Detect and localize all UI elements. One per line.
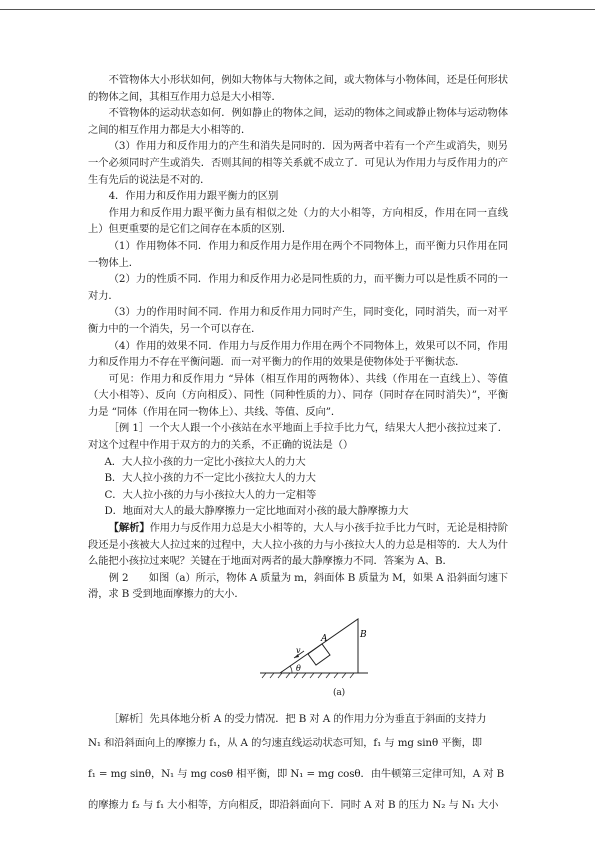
paragraph: （1）作用物体不同．作用力和反作用力是作用在两个不同物体上，而平衡力只作用在同一物体上．: [88, 239, 508, 269]
label-theta: θ: [296, 664, 301, 673]
paragraph: （3）力的作用时间不同．作用力和反作用力同时产生，同时变化，同时消失，而一对平衡力中的一个消失，另一个可以存在．: [88, 306, 508, 335]
label-v: v: [296, 646, 301, 655]
solution-line: N₁ 和沿斜面向上的摩擦力 f₁，从 A 的匀速直线运动状态可知，f₁ 与 mg sinθ 平衡，即: [88, 736, 483, 749]
option-b: B．大人拉小孩的力不一定比小孩拉大人的力大: [104, 472, 316, 485]
angle-arc: [290, 666, 292, 673]
incline-diagram: [258, 607, 378, 685]
option-c: C．大人拉小孩的力与小孩拉大人的力一定相等: [104, 488, 317, 501]
incline-figure: [88, 607, 508, 705]
paragraph: 作用力和反作用力跟平衡力虽有相似之处（力的大小相等，方向相反，作用在同一直线上）但更重要的是它们之间存在本质的区别．: [88, 206, 508, 236]
header-rule: [0, 9, 595, 10]
analysis-label: 【解析】: [108, 522, 150, 535]
example-question: 例 2 如图（a）所示，物体 A 质量为 m，斜面体 B 质量为 M，如果 A 沿斜面匀速下滑，求 B 受到地面摩擦力的大小．: [88, 571, 508, 601]
analysis-text: 作用力与反作用力总是大小相等的，大人与小孩手拉手比力气时，无论是相持阶段还是小孩被大人拉过来的过程中，大人拉小孩的力与小孩拉大人的力总是相等的．大人为什么能把小孩拉过来呢？关键在于地面对两者的最大静摩擦力不同．答案为 A、B．: [88, 522, 508, 568]
example-question: ［例 1］一个大人跟一个小孩站在水平地面上手拉手比力气，结果大人把小孩拉过来了．对这个过程中作用于双方的力的关系，不正确的说法是（）: [88, 422, 508, 452]
document-body: [88, 72, 508, 821]
block-a: [308, 644, 330, 665]
section-heading: 4．作用力和反作用力跟平衡力的区别: [108, 190, 279, 203]
figure-caption: (a): [333, 688, 346, 698]
solution-line: f₁ = mg sinθ，N₁ 与 mg cosθ 相平衡，即 N₁ = mg cosθ．由牛顿第三定律可知，A 对 B: [88, 767, 505, 780]
option-d: D．地面对大人的最大静摩擦力一定比地面对小孩的最大静摩擦力大: [104, 505, 409, 518]
paragraph: 不管物体大小形状如何，例如大物体与大物体之间，或大物体与小物体间，还是任何形状的物体之间，其相互作用力总是大小相等．: [88, 74, 508, 103]
paragraph: 可见：作用力和反作用力 “异体（相互作用的两物体）、共线（作用在一直线上）、等值（大小相等）、反向（方向相反）、同性（同种性质的力）、同存（同时存在同时消失）”，平衡力是 “同体（作用在同一物体上）、共线、等值、反向”．: [88, 372, 508, 418]
ground-hatching: [262, 673, 354, 678]
label-b: B: [360, 630, 367, 640]
solution-line: ［解析］先具体地分析 A 的受力情况．把 B 对 A 的作用力分为垂直于斜面的支持力: [108, 713, 487, 725]
solution-line: 的摩擦力 f₂ 与 f₁ 大小相等，方向相反，即沿斜面向下．同时 A 对 B 的压力 N₂ 与 N₁ 大小: [88, 798, 499, 811]
analysis: [88, 520, 508, 570]
paragraph: （3）作用力和反作用力的产生和消失是同时的．因为两者中若有一个产生或消失，则另一个必须同时产生或消失．否则其间的相等关系就不成立了．可见认为作用力与反作用力的产生有先后的说法是不对的．: [88, 140, 508, 186]
paragraph: 不管物体的运动状态如何．例如静止的物体之间，运动的物体之间或静止物体与运动物体之间的相互作用力都是大小相等的．: [88, 107, 508, 136]
paragraph: （2）力的性质不同．作用力和反作用力必是同性质的力，而平衡力可以是性质不同的一对力．: [88, 273, 508, 302]
label-a: A: [321, 634, 328, 644]
option-a: A．大人拉小孩的力一定比小孩拉大人的力大: [104, 455, 306, 468]
paragraph: （4）作用的效果不同．作用力与反作用力作用在两个不同物体上，效果可以不同，作用力和反作用力不存在平衡问题．而一对平衡力的作用的效果是使物体处于平衡状态．: [88, 339, 508, 369]
